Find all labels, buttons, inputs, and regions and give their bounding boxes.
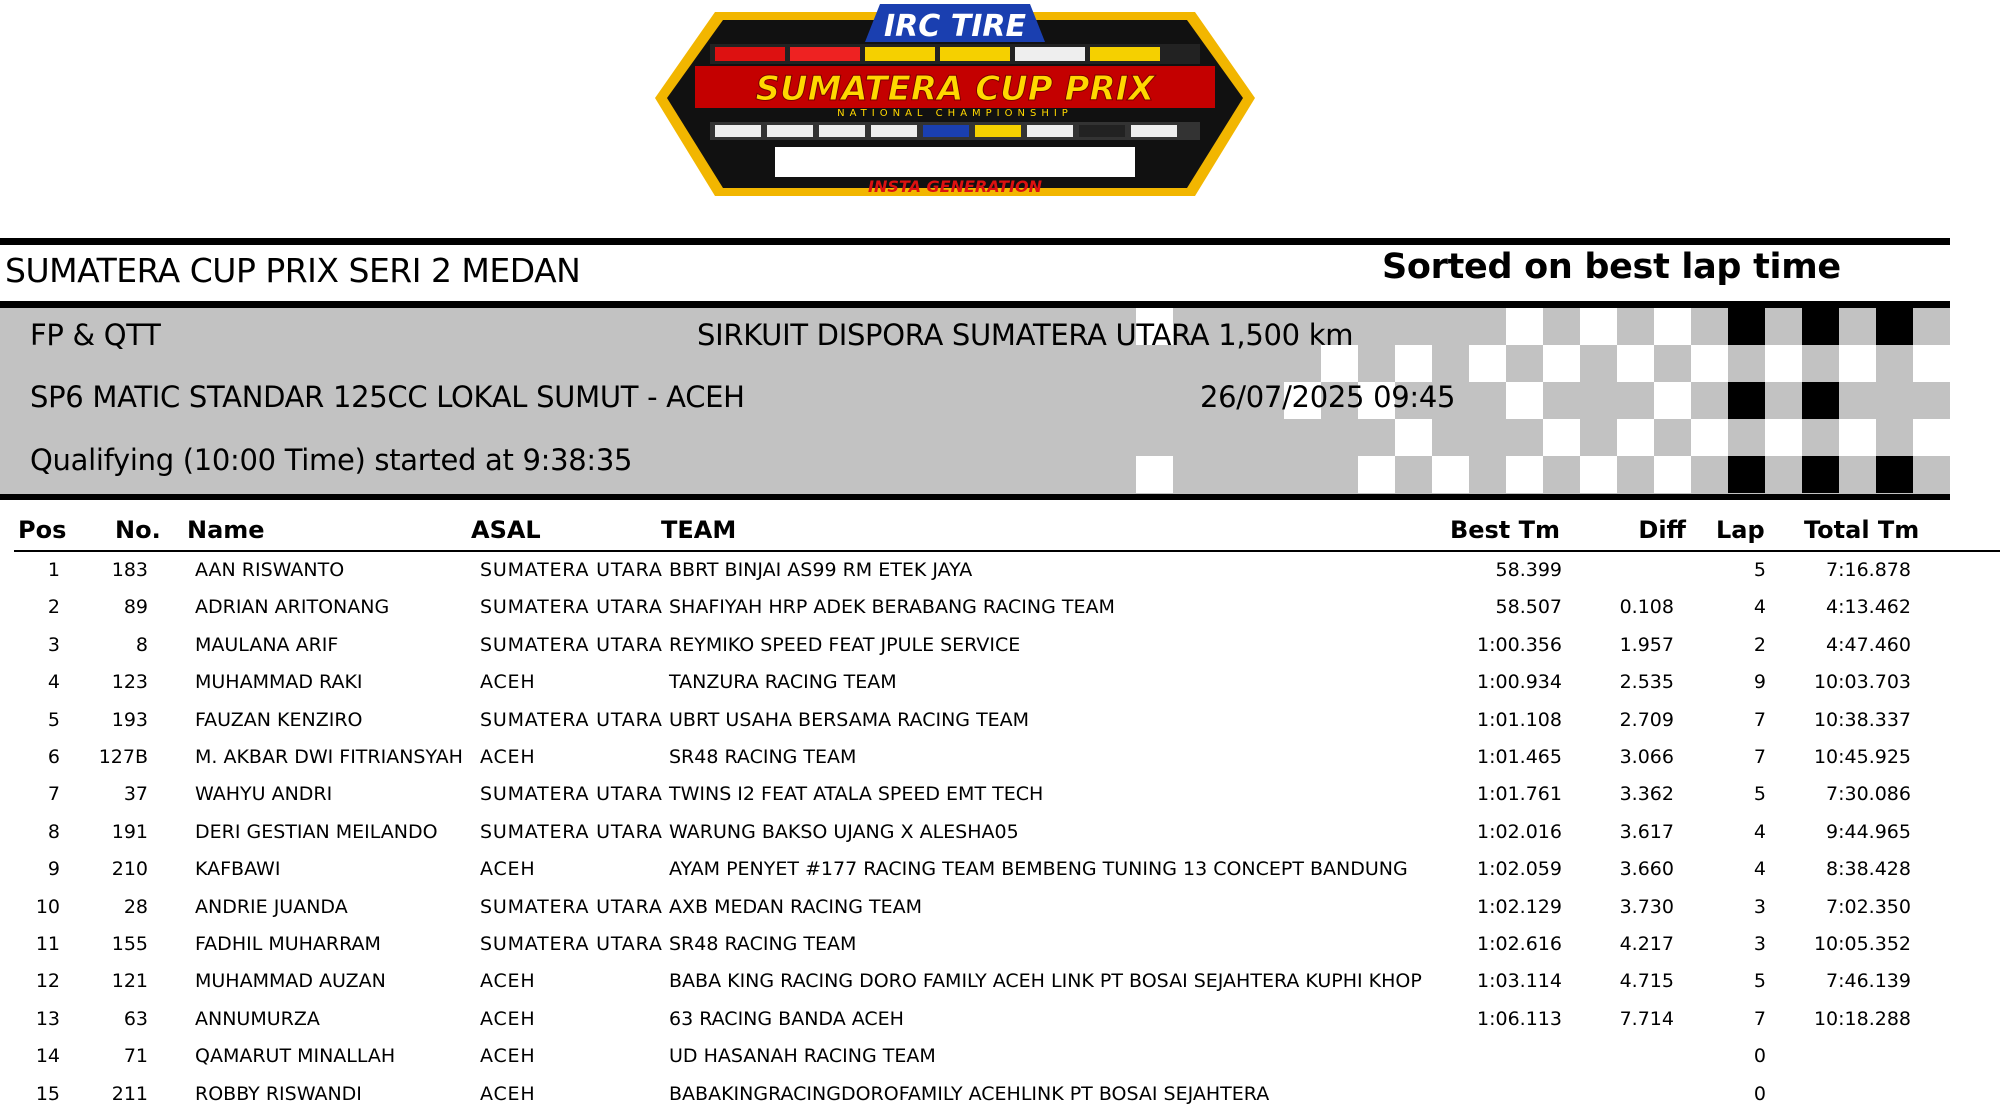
row-total-time: 7:30.086 bbox=[1826, 783, 1911, 806]
column-header-name: Name bbox=[187, 516, 265, 544]
row-name: WAHYU ANDRI bbox=[195, 783, 333, 806]
row-best-time: 1:02.059 bbox=[1477, 858, 1562, 881]
flag-square bbox=[1876, 308, 1913, 345]
row-asal: ACEH bbox=[480, 1007, 536, 1030]
row-laps: 7 bbox=[1753, 1007, 1766, 1030]
row-best-time: 1:02.129 bbox=[1477, 895, 1562, 918]
flag-square bbox=[1802, 382, 1839, 419]
flag-square bbox=[1543, 345, 1580, 382]
row-asal: ACEH bbox=[480, 858, 536, 881]
row-name: AAN RISWANTO bbox=[195, 559, 345, 581]
row-asal: ACEH bbox=[480, 970, 536, 993]
row-asal: SUMATERA UTARA bbox=[480, 633, 663, 656]
flag-square bbox=[1358, 456, 1395, 493]
row-team: BABA KING RACING DORO FAMILY ACEH LINK PT BOSAI SEJAHTERA KUPHI KHOP bbox=[669, 970, 1422, 993]
table-row bbox=[0, 783, 2000, 820]
row-team: BBRT BINJAI AS99 RM ETEK JAYA bbox=[669, 559, 973, 581]
row-best-time: 1:03.114 bbox=[1477, 970, 1562, 993]
row-name: ANDRIE JUANDA bbox=[195, 895, 348, 918]
row-number: 8 bbox=[135, 633, 148, 656]
row-total-time: 7:46.139 bbox=[1826, 970, 1911, 993]
row-number: 155 bbox=[111, 933, 148, 955]
row-laps: 0 bbox=[1753, 1082, 1766, 1105]
row-team: BABAKINGRACINGDOROFAMILY ACEHLINK PT BOSAI SEJAHTERA bbox=[669, 1082, 1270, 1105]
row-laps: 9 bbox=[1753, 671, 1766, 694]
row-diff: 2.709 bbox=[1619, 708, 1674, 731]
row-team: WARUNG BAKSO UJANG X ALESHA05 bbox=[669, 820, 1019, 843]
row-number: 121 bbox=[111, 970, 148, 993]
row-number: 127B bbox=[98, 746, 148, 768]
row-total-time: 4:13.462 bbox=[1826, 596, 1911, 619]
table-row bbox=[0, 671, 2000, 708]
row-pos: 1 bbox=[47, 559, 60, 581]
row-diff: 4.715 bbox=[1619, 970, 1674, 993]
row-laps: 3 bbox=[1753, 933, 1766, 955]
row-name: KAFBAWI bbox=[195, 858, 281, 881]
table-row bbox=[0, 821, 2000, 858]
table-row bbox=[0, 1008, 2000, 1045]
row-name: MAULANA ARIF bbox=[195, 633, 339, 656]
row-diff: 3.660 bbox=[1619, 858, 1674, 881]
row-best-time: 1:01.465 bbox=[1477, 746, 1562, 768]
row-diff: 0.108 bbox=[1619, 596, 1674, 619]
table-row bbox=[0, 709, 2000, 746]
flag-square bbox=[1728, 456, 1765, 493]
row-pos: 14 bbox=[35, 1045, 60, 1068]
row-number: 210 bbox=[111, 858, 148, 881]
row-asal: SUMATERA UTARA bbox=[480, 820, 663, 843]
svg-text:NATIONAL CHAMPIONSHIP: NATIONAL CHAMPIONSHIP bbox=[837, 108, 1073, 119]
session-info-band bbox=[0, 308, 1950, 494]
row-laps: 4 bbox=[1753, 820, 1766, 843]
svg-text:INSTA GENERATION: INSTA GENERATION bbox=[868, 177, 1042, 196]
row-name: QAMARUT MINALLAH bbox=[195, 1045, 396, 1068]
row-diff: 1.957 bbox=[1619, 633, 1674, 656]
row-asal: SUMATERA UTARA bbox=[480, 708, 663, 731]
table-row bbox=[0, 559, 2000, 596]
row-best-time: 1:02.616 bbox=[1477, 933, 1562, 955]
row-asal: SUMATERA UTARA bbox=[480, 783, 663, 806]
middle-rule bbox=[0, 301, 1950, 308]
flag-square bbox=[1802, 456, 1839, 493]
table-row bbox=[0, 634, 2000, 671]
top-rule bbox=[0, 238, 1950, 245]
row-laps: 3 bbox=[1753, 895, 1766, 918]
column-header-total-time: Total Tm bbox=[1804, 516, 1920, 544]
table-row bbox=[0, 1045, 2000, 1082]
table-row bbox=[0, 970, 2000, 1007]
row-asal: ACEH bbox=[480, 1082, 536, 1105]
table-row bbox=[0, 858, 2000, 895]
row-laps: 4 bbox=[1753, 596, 1766, 619]
sumatera-cup-prix-logo bbox=[655, 4, 1255, 200]
flag-square bbox=[1876, 456, 1913, 493]
row-team: TANZURA RACING TEAM bbox=[669, 671, 897, 694]
row-best-time: 58.507 bbox=[1495, 596, 1562, 619]
table-row bbox=[0, 933, 2000, 970]
flag-square bbox=[1469, 345, 1506, 382]
row-laps: 7 bbox=[1753, 746, 1766, 768]
flag-square bbox=[1839, 419, 1876, 456]
row-pos: 9 bbox=[47, 858, 60, 881]
row-team: REYMIKO SPEED FEAT JPULE SERVICE bbox=[669, 633, 1021, 656]
row-pos: 12 bbox=[35, 970, 60, 993]
row-pos: 2 bbox=[47, 596, 60, 619]
row-name: MUHAMMAD AUZAN bbox=[195, 970, 386, 993]
flag-square bbox=[1728, 308, 1765, 345]
row-number: 89 bbox=[123, 596, 148, 619]
flag-square bbox=[1654, 308, 1691, 345]
column-header-asal: ASAL bbox=[471, 516, 541, 544]
row-total-time: 9:44.965 bbox=[1826, 820, 1911, 843]
row-pos: 7 bbox=[47, 783, 60, 806]
row-pos: 4 bbox=[47, 671, 60, 694]
row-laps: 5 bbox=[1753, 783, 1766, 806]
row-total-time: 4:47.460 bbox=[1826, 633, 1911, 656]
row-diff: 3.066 bbox=[1619, 746, 1674, 768]
flag-square bbox=[1913, 419, 1950, 456]
column-header-pos: Pos bbox=[18, 516, 67, 544]
row-number: 191 bbox=[111, 820, 148, 843]
row-best-time: 1:06.113 bbox=[1477, 1007, 1562, 1030]
flag-square bbox=[1654, 382, 1691, 419]
row-total-time: 10:38.337 bbox=[1813, 708, 1911, 731]
row-number: 71 bbox=[123, 1045, 148, 1068]
svg-text:IRC TIRE: IRC TIRE bbox=[884, 9, 1026, 44]
row-asal: SUMATERA UTARA bbox=[480, 895, 663, 918]
flag-square bbox=[1765, 345, 1802, 382]
table-row bbox=[0, 896, 2000, 933]
row-best-time: 1:01.108 bbox=[1477, 708, 1562, 731]
row-laps: 0 bbox=[1753, 1045, 1766, 1068]
column-header-no: No. bbox=[115, 516, 161, 544]
row-pos: 5 bbox=[47, 708, 60, 731]
flag-square bbox=[1802, 308, 1839, 345]
column-header-diff: Diff bbox=[1638, 516, 1686, 544]
row-pos: 10 bbox=[35, 895, 60, 918]
row-team: 63 RACING BANDA ACEH bbox=[669, 1007, 904, 1030]
flag-square bbox=[1506, 456, 1543, 493]
row-team: SR48 RACING TEAM bbox=[669, 746, 857, 768]
row-total-time: 10:45.925 bbox=[1813, 746, 1911, 768]
row-pos: 15 bbox=[35, 1082, 60, 1105]
row-asal: ACEH bbox=[480, 1045, 536, 1068]
flag-square bbox=[1580, 308, 1617, 345]
row-asal: SUMATERA UTARA bbox=[480, 596, 663, 619]
table-row bbox=[0, 746, 2000, 783]
table-row bbox=[0, 596, 2000, 633]
row-name: ROBBY RISWANDI bbox=[195, 1082, 362, 1105]
session-label: FP & QTT bbox=[30, 318, 161, 352]
row-name: FAUZAN KENZIRO bbox=[195, 708, 363, 731]
row-total-time: 10:18.288 bbox=[1813, 1007, 1911, 1030]
circuit-label: SIRKUIT DISPORA SUMATERA UTARA 1,500 km bbox=[697, 318, 1354, 352]
row-team: SR48 RACING TEAM bbox=[669, 933, 857, 955]
flag-square bbox=[1136, 456, 1173, 493]
row-pos: 3 bbox=[47, 633, 60, 656]
row-laps: 5 bbox=[1753, 559, 1766, 581]
row-team: SHAFIYAH HRP ADEK BERABANG RACING TEAM bbox=[669, 596, 1115, 619]
row-name: ADRIAN ARITONANG bbox=[195, 596, 390, 619]
row-best-time: 1:02.016 bbox=[1477, 820, 1562, 843]
row-name: FADHIL MUHARRAM bbox=[195, 933, 381, 955]
row-total-time: 8:38.428 bbox=[1826, 858, 1911, 881]
row-team: UD HASANAH RACING TEAM bbox=[669, 1045, 936, 1068]
row-pos: 8 bbox=[47, 820, 60, 843]
row-diff: 3.362 bbox=[1619, 783, 1674, 806]
row-number: 63 bbox=[123, 1007, 148, 1030]
flag-square bbox=[1543, 419, 1580, 456]
row-best-time: 58.399 bbox=[1495, 559, 1562, 581]
row-number: 193 bbox=[111, 708, 148, 731]
row-number: 211 bbox=[111, 1082, 148, 1105]
row-name: M. AKBAR DWI FITRIANSYAH bbox=[195, 746, 463, 768]
row-best-time: 1:00.356 bbox=[1477, 633, 1562, 656]
flag-square bbox=[1728, 382, 1765, 419]
row-total-time: 7:02.350 bbox=[1826, 895, 1911, 918]
row-asal: ACEH bbox=[480, 746, 536, 768]
class-label: SP6 MATIC STANDAR 125CC LOKAL SUMUT - ACEH bbox=[30, 380, 745, 414]
row-diff: 3.617 bbox=[1619, 820, 1674, 843]
row-pos: 11 bbox=[35, 933, 60, 955]
row-laps: 7 bbox=[1753, 708, 1766, 731]
flag-square bbox=[1617, 419, 1654, 456]
flag-square bbox=[1765, 419, 1802, 456]
row-number: 123 bbox=[111, 671, 148, 694]
row-total-time: 10:03.703 bbox=[1813, 671, 1911, 694]
row-number: 28 bbox=[123, 895, 148, 918]
row-asal: ACEH bbox=[480, 671, 536, 694]
flag-square bbox=[1506, 308, 1543, 345]
row-laps: 4 bbox=[1753, 858, 1766, 881]
row-best-time: 1:01.761 bbox=[1477, 783, 1562, 806]
row-asal: SUMATERA UTARA bbox=[480, 933, 663, 955]
row-team: AXB MEDAN RACING TEAM bbox=[669, 895, 922, 918]
flag-square bbox=[1617, 345, 1654, 382]
row-team: UBRT USAHA BERSAMA RACING TEAM bbox=[669, 708, 1030, 731]
row-laps: 2 bbox=[1753, 633, 1766, 656]
flag-square bbox=[1395, 345, 1432, 382]
row-diff: 4.217 bbox=[1619, 933, 1674, 955]
column-header-best-time: Best Tm bbox=[1449, 516, 1560, 544]
row-diff: 7.714 bbox=[1619, 1007, 1674, 1030]
row-diff: 3.730 bbox=[1619, 895, 1674, 918]
flag-square bbox=[1580, 456, 1617, 493]
bottom-rule bbox=[0, 494, 1950, 500]
row-total-time: 10:05.352 bbox=[1813, 933, 1911, 955]
row-team: TWINS I2 FEAT ATALA SPEED EMT TECH bbox=[669, 783, 1044, 806]
row-name: DERI GESTIAN MEILANDO bbox=[195, 820, 438, 843]
sort-label: Sorted on best lap time bbox=[1382, 247, 1841, 287]
flag-square bbox=[1395, 419, 1432, 456]
row-diff: 2.535 bbox=[1619, 671, 1674, 694]
table-row bbox=[0, 1083, 2000, 1120]
svg-text:SUMATERA CUP PRIX: SUMATERA CUP PRIX bbox=[755, 69, 1155, 109]
row-best-time: 1:00.934 bbox=[1477, 671, 1562, 694]
row-name: ANNUMURZA bbox=[195, 1007, 320, 1030]
row-number: 183 bbox=[111, 559, 148, 581]
flag-square bbox=[1506, 382, 1543, 419]
row-name: MUHAMMAD RAKI bbox=[195, 671, 363, 694]
row-laps: 5 bbox=[1753, 970, 1766, 993]
date-time: 26/07/2025 09:45 bbox=[1200, 380, 1456, 414]
flag-square bbox=[1654, 456, 1691, 493]
column-header-team: TEAM bbox=[661, 516, 737, 544]
flag-square bbox=[1913, 345, 1950, 382]
row-number: 37 bbox=[123, 783, 148, 806]
row-team: AYAM PENYET #177 RACING TEAM BEMBENG TUNING 13 CONCEPT BANDUNG bbox=[669, 858, 1408, 881]
flag-square bbox=[1839, 345, 1876, 382]
row-pos: 13 bbox=[35, 1007, 60, 1030]
header-rule bbox=[14, 550, 2000, 552]
row-total-time: 7:16.878 bbox=[1826, 559, 1911, 581]
qualifying-info: Qualifying (10:00 Time) started at 9:38:35 bbox=[30, 443, 633, 477]
column-header-laps: Lap bbox=[1716, 516, 1765, 544]
flag-square bbox=[1691, 419, 1728, 456]
row-pos: 6 bbox=[47, 746, 60, 768]
flag-square bbox=[1691, 345, 1728, 382]
row-asal: SUMATERA UTARA bbox=[480, 559, 663, 581]
flag-square bbox=[1432, 456, 1469, 493]
event-title: SUMATERA CUP PRIX SERI 2 MEDAN bbox=[5, 251, 581, 290]
